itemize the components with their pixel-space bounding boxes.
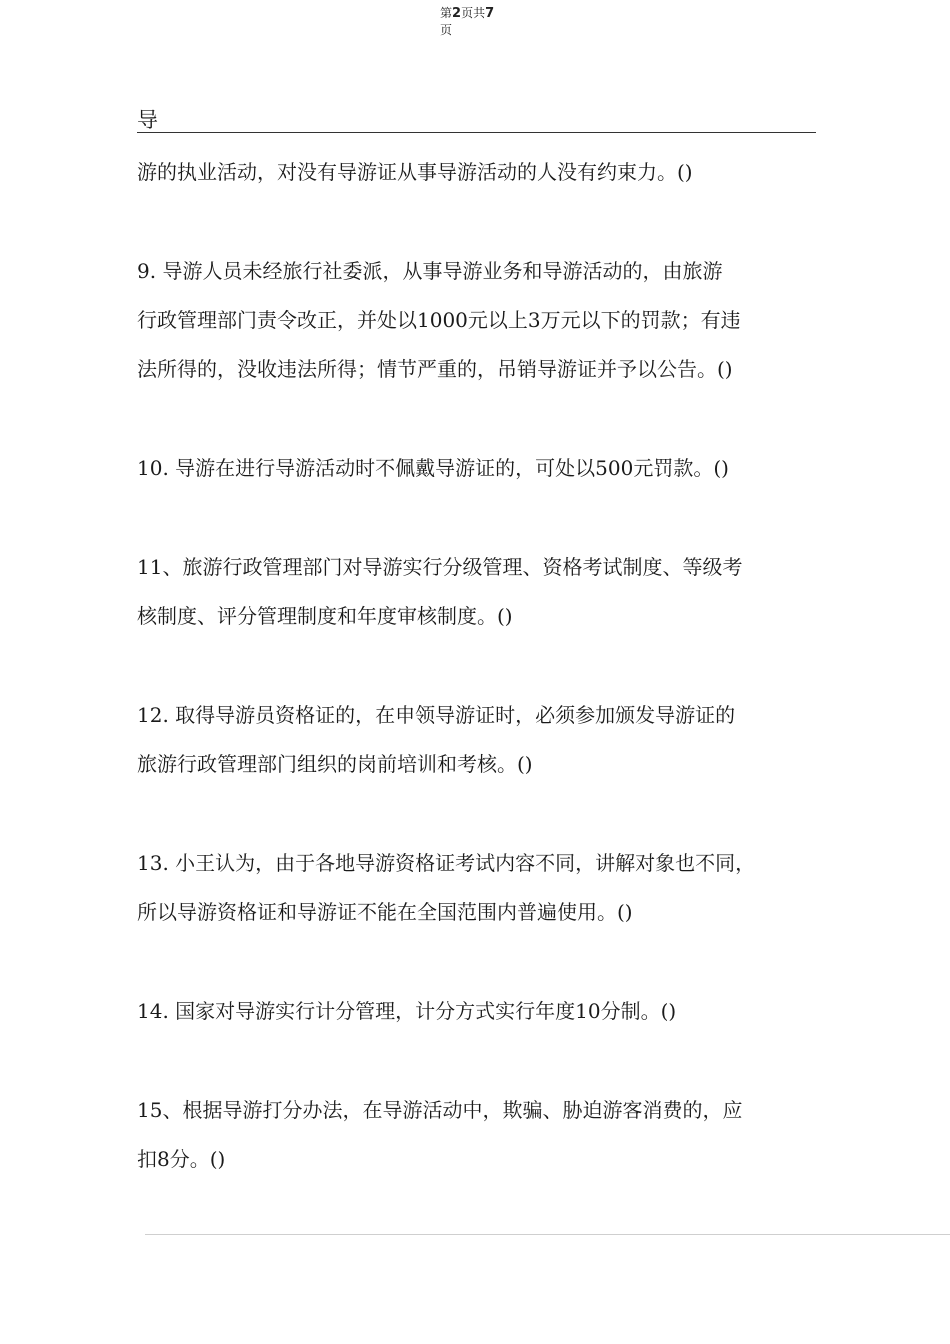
document-body [137,148,817,1234]
paragraph-line: 11、旅游行政管理部门对导游实行分级管理、资格考试制度、等级考 [137,555,743,579]
paragraph-line: 14. 国家对导游实行计分管理，计分方式实行年度10分制。() [137,999,677,1023]
question-15 [137,1086,817,1184]
paragraph-line: 扣8分。() [137,1147,226,1171]
paragraph-line: 游的执业活动，对没有导游证从事导游活动的人没有约束力。() [137,160,693,184]
question-14 [137,987,817,1036]
page-number-header [440,5,520,38]
footer-divider [145,1234,950,1235]
paragraph-line: 法所得的，没收违法所得；情节严重的，吊销导游证并予以公告。() [137,357,733,381]
question-13 [137,839,817,937]
paragraph-line: 10. 导游在进行导游活动时不佩戴导游证的，可处以500元罚款。() [137,456,729,480]
question-12 [137,691,817,789]
paragraph-line: 15、根据导游打分办法，在导游活动中，欺骗、胁迫游客消费的，应 [137,1098,743,1122]
header-divider [137,132,816,133]
continuation-char: 导 [137,108,158,132]
paragraph-line: 所以导游资格证和导游证不能在全国范围内普遍使用。() [137,900,633,924]
page-current-number: 2 [452,6,462,21]
paragraph-line: 9. 导游人员未经旅行社委派，从事导游业务和导游活动的，由旅游 [137,259,723,283]
paragraph-line: 12. 取得导游员资格证的，在申领导游证时，必须参加颁发导游证的 [137,703,736,727]
question-9 [137,247,817,394]
page-total-number: 7 [485,6,495,21]
paragraph-8-continued [137,148,817,197]
paragraph-line: 13. 小王认为，由于各地导游资格证考试内容不同，讲解对象也不同， [137,851,756,875]
page-mid: 页共 [461,6,486,20]
paragraph-line: 行政管理部门责令改正，并处以1000元以上3万元以下的罚款；有违 [137,308,741,332]
page-prefix: 第 [440,6,453,20]
question-10 [137,444,817,493]
page-suffix: 页 [440,23,453,37]
paragraph-line: 旅游行政管理部门组织的岗前培训和考核。() [137,752,533,776]
paragraph-line: 核制度、评分管理制度和年度审核制度。() [137,604,513,628]
question-11 [137,543,817,641]
